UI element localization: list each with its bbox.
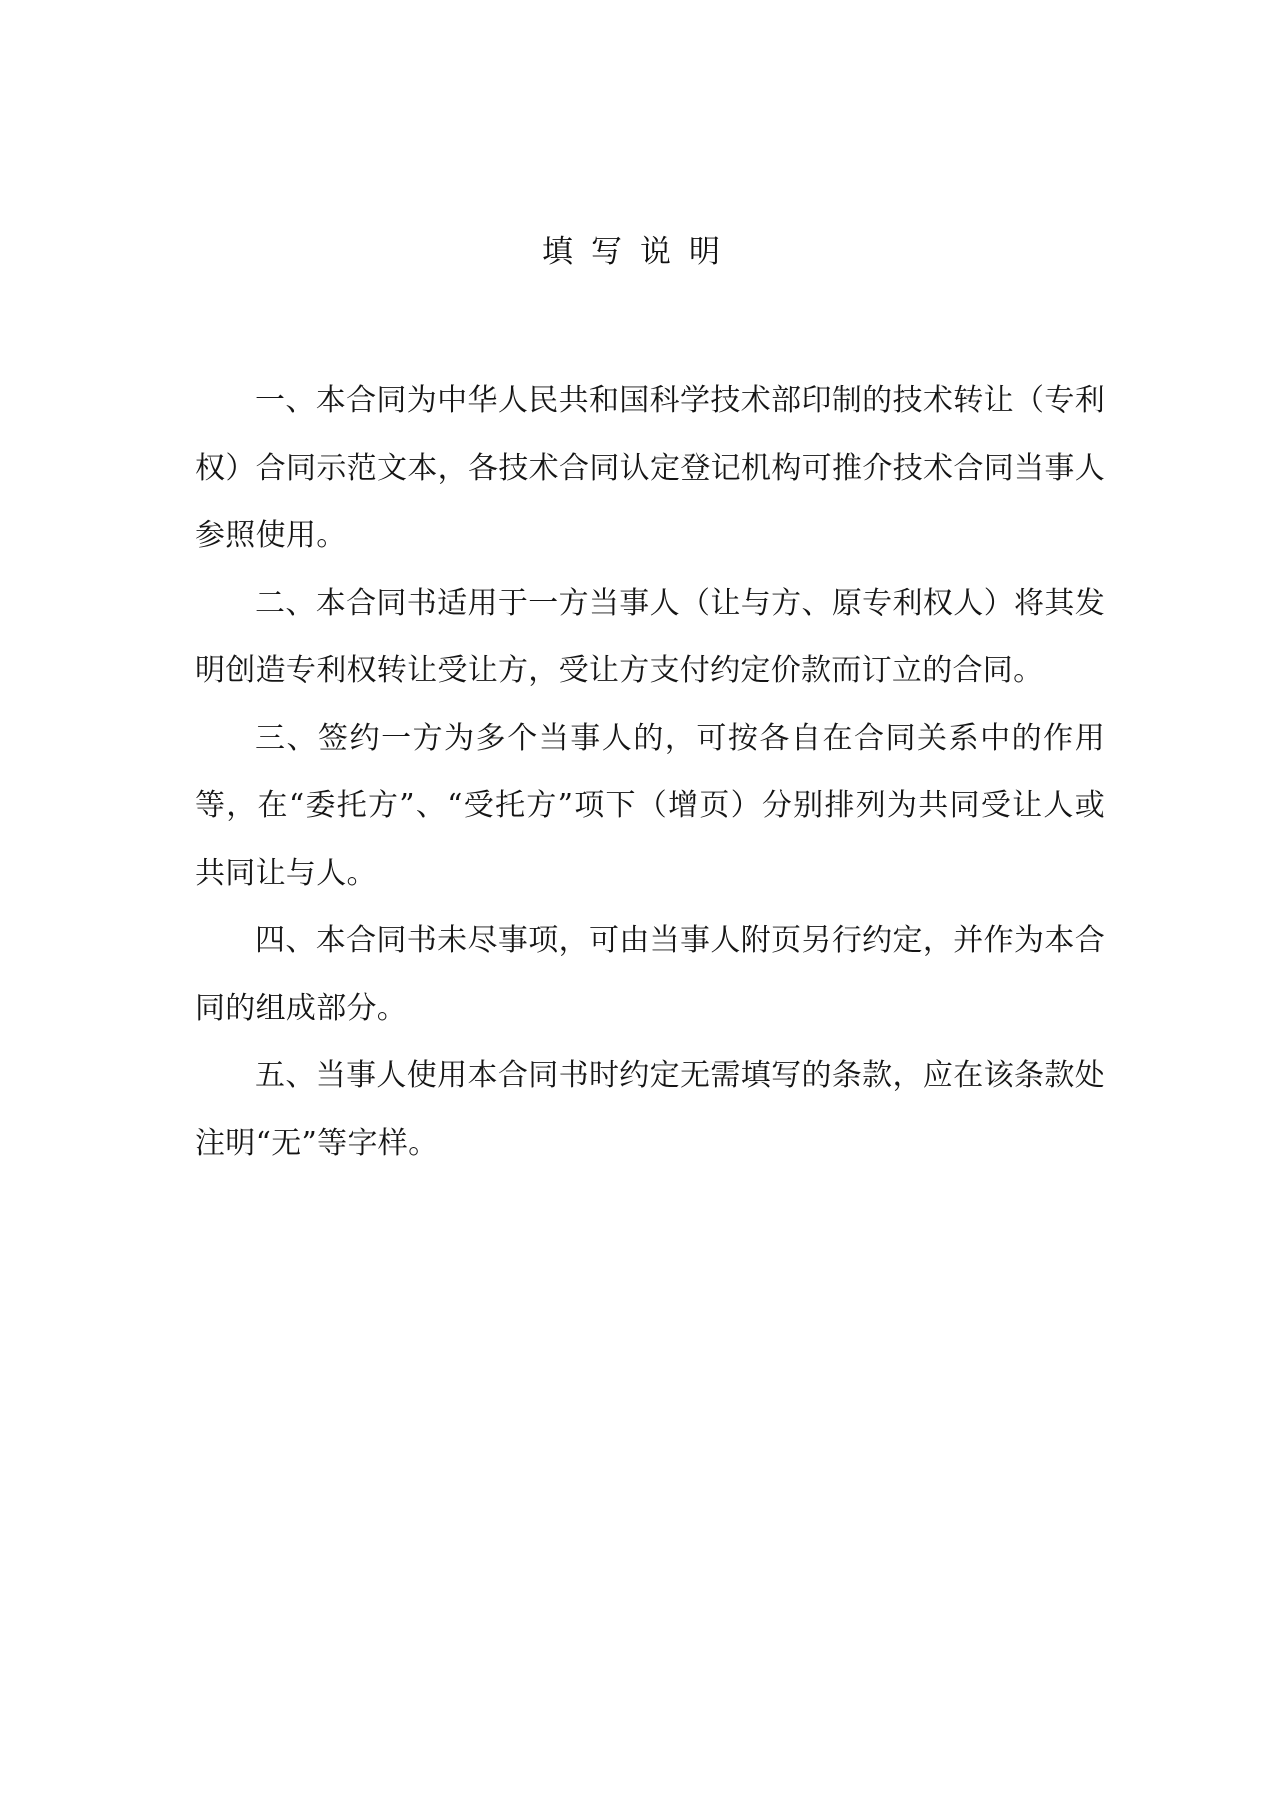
instruction-paragraph-4: 四、本合同书未尽事项，可由当事人附页另行约定，并作为本合同的组成部分。 xyxy=(195,923,1105,1026)
instruction-paragraph-5: 五、当事人使用本合同书时约定无需填写的条款，应在该条款处注明“无”等字样。 xyxy=(195,1058,1105,1161)
instructions-body xyxy=(195,367,1105,1177)
instruction-paragraph-2: 二、本合同书适用于一方当事人（让与方、原专利权人）将其发明创造专利权转让受让方，受让方支付约定价款而订立的合同。 xyxy=(195,585,1105,688)
page-title: 填写说明 xyxy=(542,234,738,270)
instruction-paragraph-1: 一、本合同为中华人民共和国科学技术部印制的技术转让（专利权）合同示范文本，各技术合同认定登记机构可推介技术合同当事人参照使用。 xyxy=(195,383,1105,553)
instruction-paragraph-3: 三、签约一方为多个当事人的，可按各自在合同关系中的作用等，在“委托方”、“受托方”项下（增页）分别排列为共同受让人或共同让与人。 xyxy=(195,720,1105,891)
